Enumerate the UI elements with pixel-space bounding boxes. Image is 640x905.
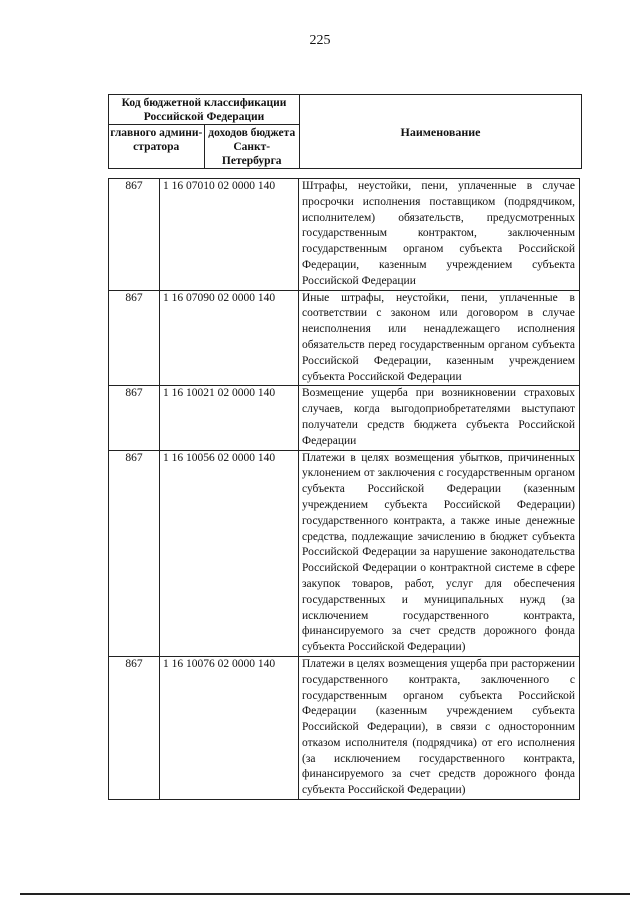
table-row bbox=[109, 450, 580, 656]
name-cell: Возмещение ущерба при возникновении страховых случаев, когда выгодоприобретателями выступают получатели средств бюджета субъекта Российской Федерации bbox=[299, 386, 580, 450]
admin-column-heading: главного админи-стратора bbox=[109, 125, 205, 169]
page-number: 225 bbox=[309, 33, 331, 48]
budget-classification-code-heading: Код бюджетной классификации Российской Федерации bbox=[109, 95, 300, 125]
name-cell: Платежи в целях возмещения ущерба при расторжении государственного контракта, заключенного с государственным органом субъекта Российской Федерации (казенным учреждением субъекта Российской Федерации), в связи с односторонним отказом исполнителя (подрядчика) от его исполнения (за исключением государственного контракта, финансируемого за счет средств дорожного фонда субъекта Российской Федерации) bbox=[299, 656, 580, 799]
admin-code-cell: 867 bbox=[109, 179, 160, 291]
admin-code-cell: 867 bbox=[109, 290, 160, 386]
classification-table bbox=[108, 178, 580, 800]
admin-code-cell: 867 bbox=[109, 656, 160, 799]
income-code-cell: 1 16 10021 02 0000 140 bbox=[160, 386, 299, 450]
income-column-heading: доходов бюджета Санкт-Петербурга bbox=[204, 125, 300, 169]
table-row bbox=[109, 290, 580, 386]
name-cell: Штрафы, неустойки, пени, уплаченные в случае просрочки исполнения поставщиком (подрядчиком, исполнителем) обязательств, предусмотренных государственным контрактом, заключенным государственным органом субъекта Российской Федерации, казенным учреждением субъекта Российской Федерации bbox=[299, 179, 580, 291]
income-code-cell: 1 16 10076 02 0000 140 bbox=[160, 656, 299, 799]
table-header bbox=[108, 94, 582, 169]
income-code-cell: 1 16 07090 02 0000 140 bbox=[160, 290, 299, 386]
admin-code-cell: 867 bbox=[109, 386, 160, 450]
name-column-heading: Наименование bbox=[300, 95, 582, 169]
table-row bbox=[109, 386, 580, 450]
table-row bbox=[109, 656, 580, 799]
table-row bbox=[109, 179, 580, 291]
name-cell: Иные штрафы, неустойки, пени, уплаченные в соответствии с законом или договором в случае неисполнения или ненадлежащего исполнения обязательств перед государственным органом субъекта Российской Федерации, казенным учреждением субъекта Российской Федерации bbox=[299, 290, 580, 386]
income-code-cell: 1 16 07010 02 0000 140 bbox=[160, 179, 299, 291]
income-code-cell: 1 16 10056 02 0000 140 bbox=[160, 450, 299, 656]
bottom-rule bbox=[20, 893, 630, 895]
admin-code-cell: 867 bbox=[109, 450, 160, 656]
name-cell: Платежи в целях возмещения убытков, причиненных уклонением от заключения с государственным органом субъекта Российской Федерации (казенным учреждением субъекта Российской Федерации) государственного контракта, а также иные денежные средства, подлежащие зачислению в бюджет субъекта Российской Федерации за нарушение законодательства Российской Федерации о контрактной системе в сфере закупок товаров, работ, услуг для обеспечения государственных и муниципальных нужд (за исключением государственного контракта, финансируемого за счет средств дорожного фонда субъекта Российской Федерации) bbox=[299, 450, 580, 656]
